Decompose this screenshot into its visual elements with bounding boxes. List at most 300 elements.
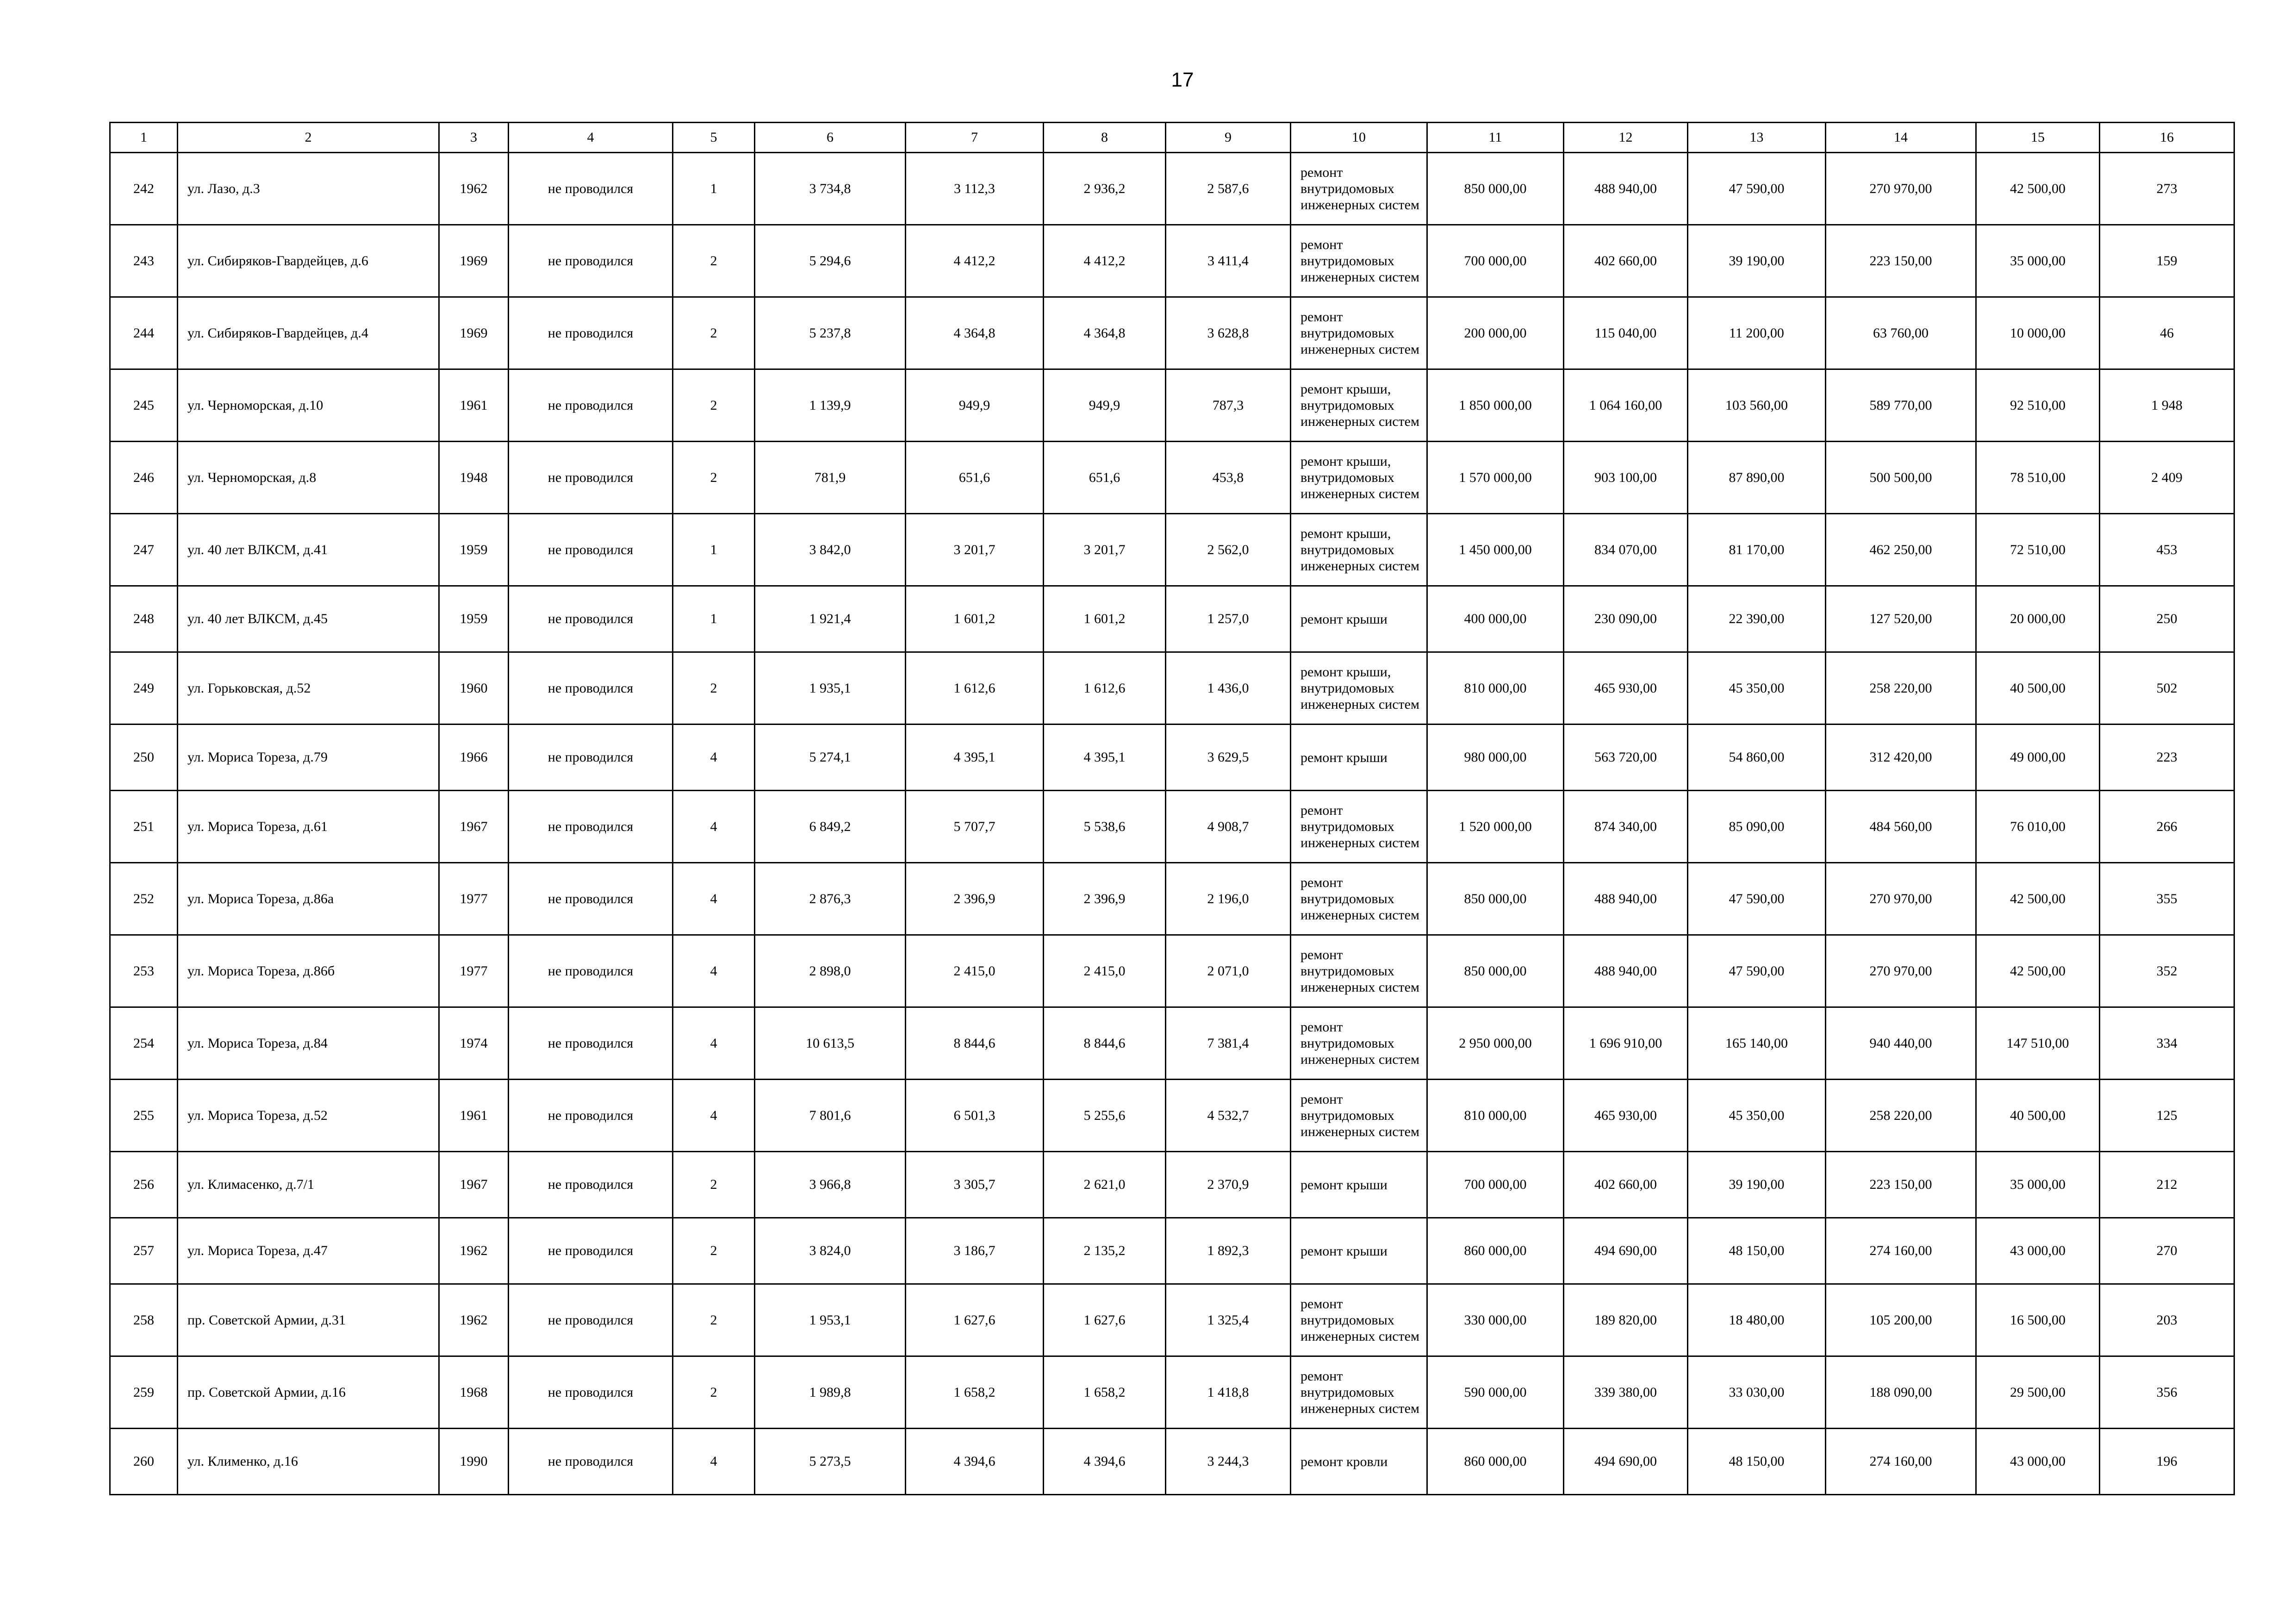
last-repair-cell: не проводился — [509, 725, 673, 791]
year-built-cell: 1969 — [439, 225, 509, 297]
address-cell: ул. Мориса Тореза, д.84 — [178, 1007, 439, 1080]
table-row — [110, 863, 2234, 935]
page-number: 17 — [1171, 69, 1194, 91]
total-cost-cell: 850 000,00 — [1427, 935, 1564, 1007]
cost-part-c-cell: 258 220,00 — [1826, 652, 1976, 725]
residents-cell: 334 — [2100, 1007, 2234, 1080]
last-repair-cell: не проводился — [509, 1080, 673, 1152]
floors-cell: 4 — [673, 863, 755, 935]
row-number-cell: 245 — [110, 369, 178, 442]
cost-part-b-cell: 33 030,00 — [1688, 1356, 1826, 1429]
apartments-area-cell: 7 381,4 — [1166, 1007, 1291, 1080]
column-number-4: 4 — [509, 123, 673, 153]
address-cell: ул. Черноморская, д.10 — [178, 369, 439, 442]
total-area-cell: 3 734,8 — [755, 153, 906, 225]
floors-cell: 2 — [673, 442, 755, 514]
year-built-cell: 1977 — [439, 935, 509, 1007]
cost-part-a-cell: 189 820,00 — [1564, 1284, 1688, 1356]
address-cell: ул. Сибиряков-Гвардейцев, д.6 — [178, 225, 439, 297]
cost-part-a-cell: 488 940,00 — [1564, 153, 1688, 225]
residential-area-cell: 2 936,2 — [1044, 153, 1166, 225]
table-row — [110, 791, 2234, 863]
cost-part-d-cell: 42 500,00 — [1976, 935, 2100, 1007]
cost-part-d-cell: 29 500,00 — [1976, 1356, 2100, 1429]
cost-part-c-cell: 63 760,00 — [1826, 297, 1976, 369]
living-area-cell: 5 707,7 — [906, 791, 1044, 863]
address-cell: ул. Лазо, д.3 — [178, 153, 439, 225]
total-cost-cell: 980 000,00 — [1427, 725, 1564, 791]
floors-cell: 2 — [673, 225, 755, 297]
address-cell: ул. Мориса Тореза, д.52 — [178, 1080, 439, 1152]
year-built-cell: 1977 — [439, 863, 509, 935]
cost-part-d-cell: 76 010,00 — [1976, 791, 2100, 863]
total-area-cell: 1 953,1 — [755, 1284, 906, 1356]
table-row — [110, 586, 2234, 652]
table-row — [110, 442, 2234, 514]
address-cell: ул. Мориса Тореза, д.86б — [178, 935, 439, 1007]
floors-cell: 2 — [673, 297, 755, 369]
table-header — [110, 123, 2234, 153]
year-built-cell: 1959 — [439, 514, 509, 586]
apartments-area-cell: 4 532,7 — [1166, 1080, 1291, 1152]
table-row — [110, 652, 2234, 725]
address-cell: ул. Мориса Тореза, д.86а — [178, 863, 439, 935]
cost-part-c-cell: 274 160,00 — [1826, 1218, 1976, 1284]
apartments-area-cell: 453,8 — [1166, 442, 1291, 514]
address-cell: ул. Черноморская, д.8 — [178, 442, 439, 514]
floors-cell: 2 — [673, 1284, 755, 1356]
row-number-cell: 247 — [110, 514, 178, 586]
work-type-cell: ремонт внутридомовых инженерных систем — [1291, 1080, 1427, 1152]
residential-area-cell: 4 364,8 — [1044, 297, 1166, 369]
last-repair-cell: не проводился — [509, 1284, 673, 1356]
cost-part-c-cell: 270 970,00 — [1826, 935, 1976, 1007]
table-row — [110, 369, 2234, 442]
work-type-cell: ремонт внутридомовых инженерных систем — [1291, 225, 1427, 297]
living-area-cell: 1 612,6 — [906, 652, 1044, 725]
residents-cell: 2 409 — [2100, 442, 2234, 514]
residential-area-cell: 2 135,2 — [1044, 1218, 1166, 1284]
cost-part-a-cell: 1 064 160,00 — [1564, 369, 1688, 442]
total-cost-cell: 2 950 000,00 — [1427, 1007, 1564, 1080]
apartments-area-cell: 3 411,4 — [1166, 225, 1291, 297]
cost-part-c-cell: 462 250,00 — [1826, 514, 1976, 586]
residents-cell: 223 — [2100, 725, 2234, 791]
year-built-cell: 1968 — [439, 1356, 509, 1429]
cost-part-a-cell: 494 690,00 — [1564, 1218, 1688, 1284]
floors-cell: 4 — [673, 791, 755, 863]
floors-cell: 4 — [673, 725, 755, 791]
cost-part-a-cell: 488 940,00 — [1564, 863, 1688, 935]
apartments-area-cell: 2 562,0 — [1166, 514, 1291, 586]
last-repair-cell: не проводился — [509, 297, 673, 369]
row-number-cell: 242 — [110, 153, 178, 225]
row-number-cell: 254 — [110, 1007, 178, 1080]
last-repair-cell: не проводился — [509, 514, 673, 586]
apartments-area-cell: 3 628,8 — [1166, 297, 1291, 369]
total-area-cell: 3 842,0 — [755, 514, 906, 586]
work-type-cell: ремонт внутридомовых инженерных систем — [1291, 153, 1427, 225]
floors-cell: 1 — [673, 153, 755, 225]
living-area-cell: 2 415,0 — [906, 935, 1044, 1007]
column-number-13: 13 — [1688, 123, 1826, 153]
floors-cell: 2 — [673, 1218, 755, 1284]
residents-cell: 502 — [2100, 652, 2234, 725]
cost-part-d-cell: 72 510,00 — [1976, 514, 2100, 586]
total-area-cell: 1 935,1 — [755, 652, 906, 725]
cost-part-d-cell: 20 000,00 — [1976, 586, 2100, 652]
cost-part-c-cell: 188 090,00 — [1826, 1356, 1976, 1429]
cost-part-d-cell: 43 000,00 — [1976, 1218, 2100, 1284]
address-cell: ул. Мориса Тореза, д.61 — [178, 791, 439, 863]
total-area-cell: 3 824,0 — [755, 1218, 906, 1284]
apartments-area-cell: 1 418,8 — [1166, 1356, 1291, 1429]
living-area-cell: 1 658,2 — [906, 1356, 1044, 1429]
total-area-cell: 781,9 — [755, 442, 906, 514]
work-type-cell: ремонт внутридомовых инженерных систем — [1291, 935, 1427, 1007]
cost-part-b-cell: 11 200,00 — [1688, 297, 1826, 369]
address-cell: ул. Климасенко, д.7/1 — [178, 1152, 439, 1218]
column-number-11: 11 — [1427, 123, 1564, 153]
floors-cell: 1 — [673, 586, 755, 652]
total-area-cell: 1 139,9 — [755, 369, 906, 442]
total-area-cell: 1 921,4 — [755, 586, 906, 652]
residents-cell: 273 — [2100, 153, 2234, 225]
column-number-1: 1 — [110, 123, 178, 153]
total-area-cell: 5 237,8 — [755, 297, 906, 369]
last-repair-cell: не проводился — [509, 791, 673, 863]
living-area-cell: 3 112,3 — [906, 153, 1044, 225]
column-number-14: 14 — [1826, 123, 1976, 153]
cost-part-a-cell: 1 696 910,00 — [1564, 1007, 1688, 1080]
cost-part-a-cell: 402 660,00 — [1564, 1152, 1688, 1218]
apartments-area-cell: 1 325,4 — [1166, 1284, 1291, 1356]
floors-cell: 2 — [673, 369, 755, 442]
cost-part-d-cell: 42 500,00 — [1976, 153, 2100, 225]
year-built-cell: 1962 — [439, 153, 509, 225]
cost-part-b-cell: 48 150,00 — [1688, 1429, 1826, 1495]
work-type-cell: ремонт крыши, внутридомовых инженерных систем — [1291, 514, 1427, 586]
last-repair-cell: не проводился — [509, 586, 673, 652]
floors-cell: 2 — [673, 1356, 755, 1429]
column-numbers-row — [110, 123, 2234, 153]
total-area-cell: 5 274,1 — [755, 725, 906, 791]
cost-part-c-cell: 258 220,00 — [1826, 1080, 1976, 1152]
row-number-cell: 258 — [110, 1284, 178, 1356]
floors-cell: 4 — [673, 935, 755, 1007]
cost-part-b-cell: 87 890,00 — [1688, 442, 1826, 514]
residents-cell: 356 — [2100, 1356, 2234, 1429]
column-number-16: 16 — [2100, 123, 2234, 153]
residential-area-cell: 2 621,0 — [1044, 1152, 1166, 1218]
year-built-cell: 1969 — [439, 297, 509, 369]
cost-part-a-cell: 874 340,00 — [1564, 791, 1688, 863]
total-cost-cell: 1 450 000,00 — [1427, 514, 1564, 586]
table-row — [110, 1218, 2234, 1284]
address-cell: пр. Советской Армии, д.31 — [178, 1284, 439, 1356]
cost-part-a-cell: 563 720,00 — [1564, 725, 1688, 791]
year-built-cell: 1961 — [439, 369, 509, 442]
work-type-cell: ремонт внутридомовых инженерных систем — [1291, 863, 1427, 935]
living-area-cell: 651,6 — [906, 442, 1044, 514]
cost-part-b-cell: 39 190,00 — [1688, 1152, 1826, 1218]
total-cost-cell: 850 000,00 — [1427, 153, 1564, 225]
total-area-cell: 7 801,6 — [755, 1080, 906, 1152]
apartments-area-cell: 2 587,6 — [1166, 153, 1291, 225]
column-number-12: 12 — [1564, 123, 1688, 153]
residential-area-cell: 2 396,9 — [1044, 863, 1166, 935]
cost-part-b-cell: 81 170,00 — [1688, 514, 1826, 586]
total-cost-cell: 400 000,00 — [1427, 586, 1564, 652]
table-row — [110, 1152, 2234, 1218]
living-area-cell: 4 394,6 — [906, 1429, 1044, 1495]
cost-part-b-cell: 85 090,00 — [1688, 791, 1826, 863]
total-area-cell: 10 613,5 — [755, 1007, 906, 1080]
row-number-cell: 257 — [110, 1218, 178, 1284]
work-type-cell: ремонт кровли — [1291, 1429, 1427, 1495]
table-row — [110, 725, 2234, 791]
cost-part-b-cell: 165 140,00 — [1688, 1007, 1826, 1080]
address-cell: ул. 40 лет ВЛКСМ, д.41 — [178, 514, 439, 586]
residential-area-cell: 1 601,2 — [1044, 586, 1166, 652]
residents-cell: 196 — [2100, 1429, 2234, 1495]
residents-cell: 203 — [2100, 1284, 2234, 1356]
cost-part-d-cell: 35 000,00 — [1976, 1152, 2100, 1218]
total-cost-cell: 590 000,00 — [1427, 1356, 1564, 1429]
work-type-cell: ремонт внутридомовых инженерных систем — [1291, 1284, 1427, 1356]
cost-part-d-cell: 42 500,00 — [1976, 863, 2100, 935]
address-cell: ул. Горьковская, д.52 — [178, 652, 439, 725]
address-cell: пр. Советской Армии, д.16 — [178, 1356, 439, 1429]
table-row — [110, 1284, 2234, 1356]
cost-part-b-cell: 39 190,00 — [1688, 225, 1826, 297]
floors-cell: 2 — [673, 652, 755, 725]
row-number-cell: 252 — [110, 863, 178, 935]
residential-area-cell: 4 412,2 — [1044, 225, 1166, 297]
residents-cell: 159 — [2100, 225, 2234, 297]
cost-part-a-cell: 903 100,00 — [1564, 442, 1688, 514]
total-cost-cell: 810 000,00 — [1427, 1080, 1564, 1152]
last-repair-cell: не проводился — [509, 652, 673, 725]
address-cell: ул. Клименко, д.16 — [178, 1429, 439, 1495]
cost-part-c-cell: 312 420,00 — [1826, 725, 1976, 791]
work-type-cell: ремонт крыши — [1291, 586, 1427, 652]
residential-area-cell: 949,9 — [1044, 369, 1166, 442]
cost-part-a-cell: 339 380,00 — [1564, 1356, 1688, 1429]
living-area-cell: 2 396,9 — [906, 863, 1044, 935]
cost-part-c-cell: 274 160,00 — [1826, 1429, 1976, 1495]
table-row — [110, 935, 2234, 1007]
total-cost-cell: 810 000,00 — [1427, 652, 1564, 725]
repair-program-table — [109, 122, 2235, 1495]
column-number-3: 3 — [439, 123, 509, 153]
last-repair-cell: не проводился — [509, 1429, 673, 1495]
living-area-cell: 6 501,3 — [906, 1080, 1044, 1152]
year-built-cell: 1966 — [439, 725, 509, 791]
cost-part-d-cell: 49 000,00 — [1976, 725, 2100, 791]
residential-area-cell: 5 255,6 — [1044, 1080, 1166, 1152]
apartments-area-cell: 3 244,3 — [1166, 1429, 1291, 1495]
cost-part-a-cell: 834 070,00 — [1564, 514, 1688, 586]
cost-part-a-cell: 402 660,00 — [1564, 225, 1688, 297]
address-cell: ул. 40 лет ВЛКСМ, д.45 — [178, 586, 439, 652]
row-number-cell: 244 — [110, 297, 178, 369]
residential-area-cell: 1 627,6 — [1044, 1284, 1166, 1356]
living-area-cell: 3 201,7 — [906, 514, 1044, 586]
year-built-cell: 1962 — [439, 1218, 509, 1284]
table-row — [110, 514, 2234, 586]
cost-part-a-cell: 488 940,00 — [1564, 935, 1688, 1007]
cost-part-c-cell: 484 560,00 — [1826, 791, 1976, 863]
row-number-cell: 248 — [110, 586, 178, 652]
work-type-cell: ремонт крыши — [1291, 1152, 1427, 1218]
living-area-cell: 4 364,8 — [906, 297, 1044, 369]
total-area-cell: 2 876,3 — [755, 863, 906, 935]
row-number-cell: 255 — [110, 1080, 178, 1152]
last-repair-cell: не проводился — [509, 442, 673, 514]
residential-area-cell: 3 201,7 — [1044, 514, 1166, 586]
cost-part-d-cell: 43 000,00 — [1976, 1429, 2100, 1495]
address-cell: ул. Сибиряков-Гвардейцев, д.4 — [178, 297, 439, 369]
work-type-cell: ремонт внутридомовых инженерных систем — [1291, 791, 1427, 863]
year-built-cell: 1948 — [439, 442, 509, 514]
work-type-cell: ремонт внутридомовых инженерных систем — [1291, 1356, 1427, 1429]
last-repair-cell: не проводился — [509, 369, 673, 442]
cost-part-a-cell: 465 930,00 — [1564, 1080, 1688, 1152]
apartments-area-cell: 2 370,9 — [1166, 1152, 1291, 1218]
work-type-cell: ремонт крыши — [1291, 1218, 1427, 1284]
last-repair-cell: не проводился — [509, 1007, 673, 1080]
column-number-5: 5 — [673, 123, 755, 153]
cost-part-a-cell: 230 090,00 — [1564, 586, 1688, 652]
cost-part-c-cell: 270 970,00 — [1826, 153, 1976, 225]
cost-part-b-cell: 47 590,00 — [1688, 863, 1826, 935]
total-area-cell: 1 989,8 — [755, 1356, 906, 1429]
address-cell: ул. Мориса Тореза, д.79 — [178, 725, 439, 791]
total-cost-cell: 860 000,00 — [1427, 1429, 1564, 1495]
total-area-cell: 6 849,2 — [755, 791, 906, 863]
year-built-cell: 1959 — [439, 586, 509, 652]
residents-cell: 355 — [2100, 863, 2234, 935]
residents-cell: 250 — [2100, 586, 2234, 652]
last-repair-cell: не проводился — [509, 225, 673, 297]
cost-part-d-cell: 92 510,00 — [1976, 369, 2100, 442]
apartments-area-cell: 3 629,5 — [1166, 725, 1291, 791]
cost-part-d-cell: 40 500,00 — [1976, 652, 2100, 725]
residents-cell: 266 — [2100, 791, 2234, 863]
work-type-cell: ремонт крыши — [1291, 725, 1427, 791]
living-area-cell: 4 395,1 — [906, 725, 1044, 791]
work-type-cell: ремонт крыши, внутридомовых инженерных систем — [1291, 369, 1427, 442]
last-repair-cell: не проводился — [509, 935, 673, 1007]
table-row — [110, 1080, 2234, 1152]
apartments-area-cell: 787,3 — [1166, 369, 1291, 442]
total-cost-cell: 1 850 000,00 — [1427, 369, 1564, 442]
column-number-9: 9 — [1166, 123, 1291, 153]
total-cost-cell: 700 000,00 — [1427, 1152, 1564, 1218]
cost-part-c-cell: 270 970,00 — [1826, 863, 1976, 935]
total-cost-cell: 200 000,00 — [1427, 297, 1564, 369]
row-number-cell: 256 — [110, 1152, 178, 1218]
row-number-cell: 259 — [110, 1356, 178, 1429]
year-built-cell: 1960 — [439, 652, 509, 725]
row-number-cell: 250 — [110, 725, 178, 791]
total-cost-cell: 1 520 000,00 — [1427, 791, 1564, 863]
last-repair-cell: не проводился — [509, 1152, 673, 1218]
apartments-area-cell: 1 436,0 — [1166, 652, 1291, 725]
cost-part-b-cell: 54 860,00 — [1688, 725, 1826, 791]
residents-cell: 46 — [2100, 297, 2234, 369]
total-area-cell: 5 294,6 — [755, 225, 906, 297]
living-area-cell: 8 844,6 — [906, 1007, 1044, 1080]
cost-part-d-cell: 16 500,00 — [1976, 1284, 2100, 1356]
table-row — [110, 1007, 2234, 1080]
cost-part-a-cell: 465 930,00 — [1564, 652, 1688, 725]
cost-part-d-cell: 35 000,00 — [1976, 225, 2100, 297]
cost-part-b-cell: 22 390,00 — [1688, 586, 1826, 652]
total-cost-cell: 700 000,00 — [1427, 225, 1564, 297]
table-row — [110, 297, 2234, 369]
last-repair-cell: не проводился — [509, 863, 673, 935]
cost-part-b-cell: 103 560,00 — [1688, 369, 1826, 442]
residents-cell: 453 — [2100, 514, 2234, 586]
year-built-cell: 1974 — [439, 1007, 509, 1080]
cost-part-a-cell: 115 040,00 — [1564, 297, 1688, 369]
row-number-cell: 251 — [110, 791, 178, 863]
cost-part-c-cell: 940 440,00 — [1826, 1007, 1976, 1080]
year-built-cell: 1990 — [439, 1429, 509, 1495]
living-area-cell: 1 601,2 — [906, 586, 1044, 652]
total-cost-cell: 850 000,00 — [1427, 863, 1564, 935]
row-number-cell: 253 — [110, 935, 178, 1007]
last-repair-cell: не проводился — [509, 1218, 673, 1284]
row-number-cell: 260 — [110, 1429, 178, 1495]
last-repair-cell: не проводился — [509, 153, 673, 225]
work-type-cell: ремонт крыши, внутридомовых инженерных систем — [1291, 442, 1427, 514]
cost-part-d-cell: 147 510,00 — [1976, 1007, 2100, 1080]
floors-cell: 1 — [673, 514, 755, 586]
residential-area-cell: 651,6 — [1044, 442, 1166, 514]
residential-area-cell: 8 844,6 — [1044, 1007, 1166, 1080]
column-number-6: 6 — [755, 123, 906, 153]
year-built-cell: 1967 — [439, 791, 509, 863]
cost-part-b-cell: 45 350,00 — [1688, 1080, 1826, 1152]
cost-part-b-cell: 18 480,00 — [1688, 1284, 1826, 1356]
last-repair-cell: не проводился — [509, 1356, 673, 1429]
column-number-2: 2 — [178, 123, 439, 153]
residential-area-cell: 2 415,0 — [1044, 935, 1166, 1007]
year-built-cell: 1961 — [439, 1080, 509, 1152]
cost-part-b-cell: 48 150,00 — [1688, 1218, 1826, 1284]
work-type-cell: ремонт внутридомовых инженерных систем — [1291, 1007, 1427, 1080]
table-row — [110, 1429, 2234, 1495]
year-built-cell: 1967 — [439, 1152, 509, 1218]
residents-cell: 352 — [2100, 935, 2234, 1007]
row-number-cell: 246 — [110, 442, 178, 514]
apartments-area-cell: 1 892,3 — [1166, 1218, 1291, 1284]
total-area-cell: 3 966,8 — [755, 1152, 906, 1218]
column-number-7: 7 — [906, 123, 1044, 153]
column-number-10: 10 — [1291, 123, 1427, 153]
table-row — [110, 225, 2234, 297]
living-area-cell: 4 412,2 — [906, 225, 1044, 297]
total-cost-cell: 1 570 000,00 — [1427, 442, 1564, 514]
total-cost-cell: 860 000,00 — [1427, 1218, 1564, 1284]
floors-cell: 4 — [673, 1007, 755, 1080]
table-row — [110, 1356, 2234, 1429]
floors-cell: 4 — [673, 1080, 755, 1152]
total-area-cell: 2 898,0 — [755, 935, 906, 1007]
